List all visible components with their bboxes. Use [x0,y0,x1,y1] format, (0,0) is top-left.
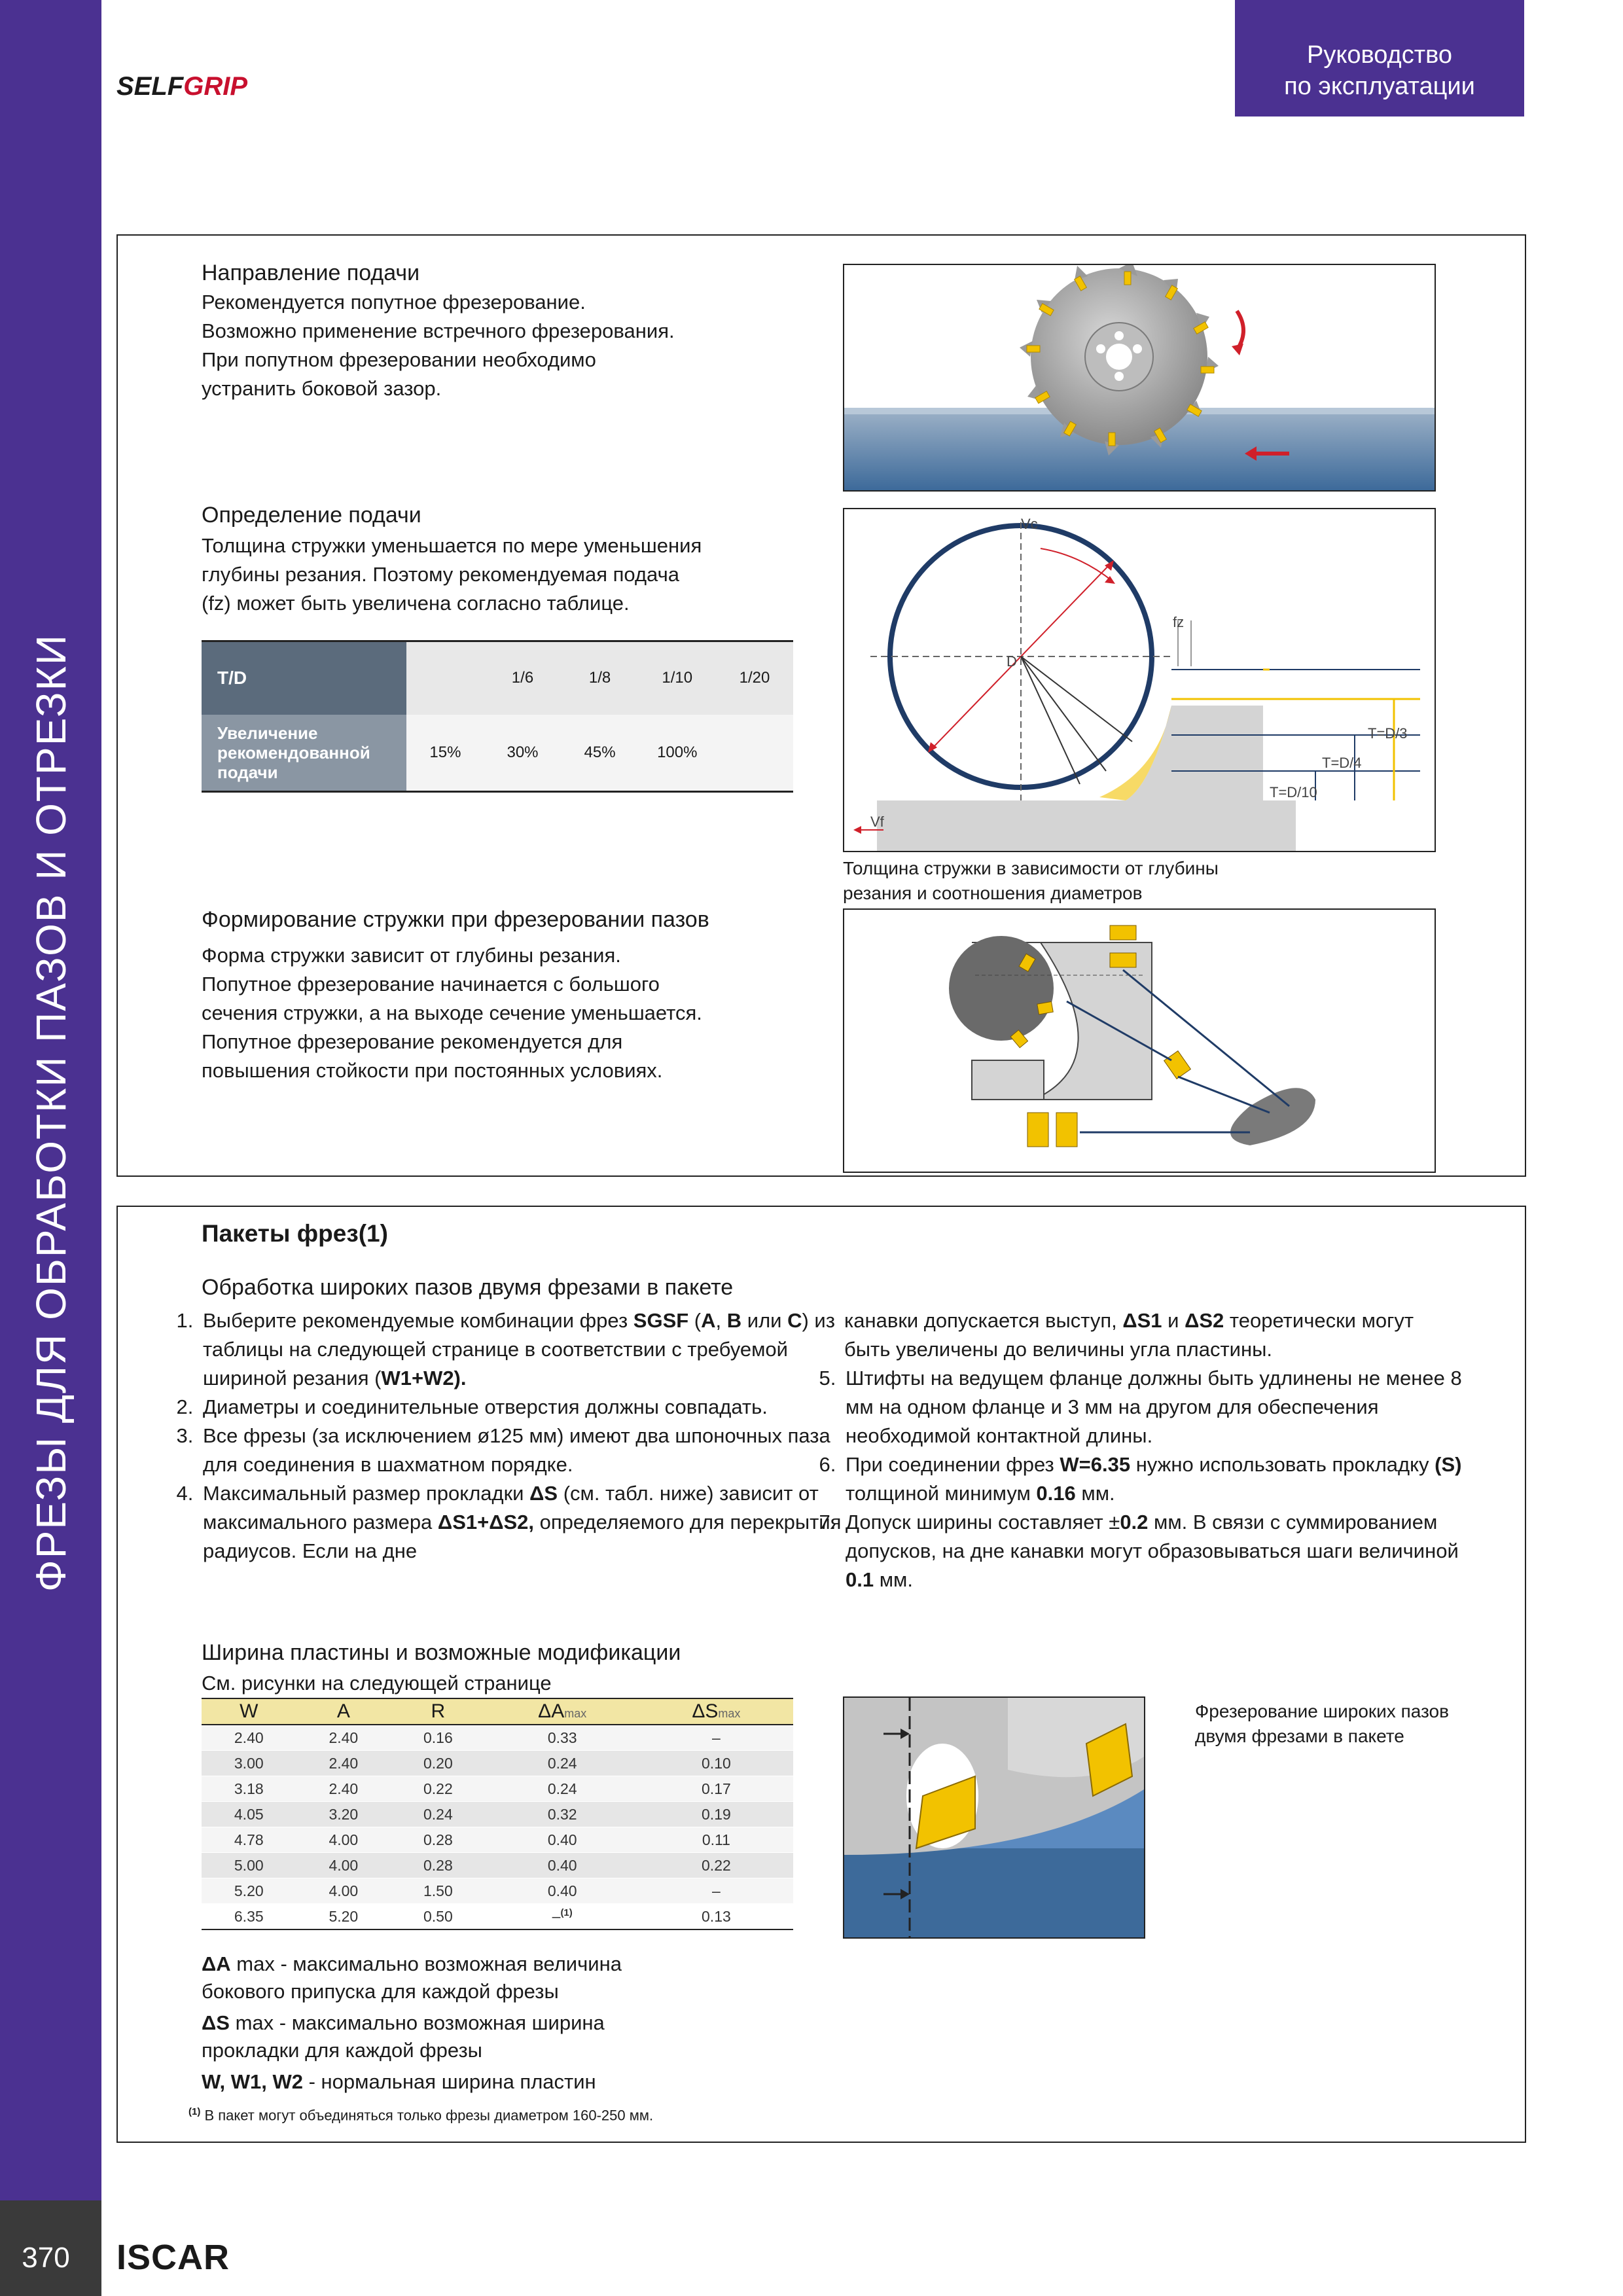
list-item [199,1393,848,1422]
table-cell: 5.20 [202,1878,296,1904]
chip-formation-illustration [844,910,1435,1172]
page-number: 370 [22,2242,70,2274]
table-cell: 0.28 [391,1827,486,1853]
packs-list-right [810,1364,1491,1594]
table-cell: – [639,1725,793,1751]
table-cell: 0.19 [639,1802,793,1827]
table-cell: 2.40 [202,1725,296,1751]
text-line: глубины резания. Поэтому рекомендуемая подача [202,563,679,586]
footnote-mark: (1) [188,2106,201,2117]
col-header [486,1698,639,1725]
table-row [202,1827,793,1853]
text-run-bold: ΔS1+ΔS2, [437,1511,535,1534]
text-run-bold: 0.2 [1120,1511,1149,1534]
note-symbol: ΔA [202,1952,231,1975]
label-t10: T=D/10 [1270,784,1317,800]
table-cell: 0.17 [639,1776,793,1802]
table-cell: 5.00 [202,1853,296,1878]
text-run-bold: ΔS2 [1185,1309,1224,1332]
text-run: мм. В связи с суммированием допусков, на дне канавки могут образовываться шаги величиной [846,1511,1459,1562]
label-t4: T=D/4 [1322,755,1362,771]
table-cell: 0.22 [639,1853,793,1878]
note-w [202,2068,804,2096]
table-cell: 15% [406,715,484,792]
label-line: Увеличение [217,723,318,743]
list-item [842,1508,1491,1594]
text-run: толщиной минимум [846,1482,1037,1505]
text-line: сечения стружки, а на выходе сечение уменьшается. [202,1001,702,1024]
caption-line: двумя фрезами в пакете [1195,1726,1404,1746]
table-cell: 0.11 [639,1827,793,1853]
text-run: , [715,1309,727,1332]
text-run-bold: C [787,1309,802,1332]
table-cell: 2.40 [296,1725,391,1751]
table-row [202,1776,793,1802]
header-suffix: max [718,1707,741,1720]
table-cell [406,641,484,715]
text-run: определяемого для перекрытия радиусов. Если на дне [203,1511,842,1562]
text-run: мм. [874,1568,913,1591]
text-run: (см. табл. ниже) зависит от максимального размера [203,1482,819,1534]
brand-logo-iscar: ISCAR [116,2238,230,2277]
caption-line: резания и соотношения диаметров [843,883,1143,903]
figure-chip-thickness [843,508,1436,852]
table-cell: 1/6 [484,641,561,715]
text-run-bold: B [726,1309,742,1332]
text-run-bold: SGSF [633,1309,689,1332]
table-cell: 3.20 [296,1802,391,1827]
feed-definition-title: Определение подачи [202,503,421,528]
label-t3: T=D/3 [1368,725,1408,742]
table-cell: 0.16 [391,1725,486,1751]
list-item [842,1450,1491,1508]
table-cell: 0.32 [486,1802,639,1827]
table-cell: 45% [562,715,639,792]
text-run: или [741,1309,788,1332]
text-line: устранить боковой зазор. [202,377,442,400]
text-run: Максимальный размер прокладки [203,1482,530,1505]
note-symbol: W, W1, W2 [202,2070,303,2093]
text-line: При попутном фрезеровании необходимо [202,348,596,371]
table-cell: 4.05 [202,1802,296,1827]
list-item [199,1422,848,1479]
text-line: повышения стойкости при постоянных условиях. [202,1059,663,1082]
table-cell: 3.00 [202,1751,296,1776]
table-cell: 1/8 [562,641,639,715]
table-cell [486,1904,639,1930]
table-cell: 0.10 [639,1751,793,1776]
table-cell: 5.20 [296,1904,391,1930]
text-run: Диаметры и соединительные отверстия должны совпадать. [203,1395,768,1418]
header-suffix: max [564,1707,587,1720]
table-cell: 1/10 [639,641,716,715]
table-cell: 1.50 [391,1878,486,1904]
text-run-bold: 0.16 [1036,1482,1076,1505]
text-run: Допуск ширины составляет ± [846,1511,1120,1534]
packs-subtitle: Обработка широких пазов двумя фрезами в пакете [202,1275,734,1300]
text-run-bold: (S) [1435,1453,1462,1476]
label-line: рекомендованной [217,742,370,762]
section-title-vertical: ФРЕЗЫ ДЛЯ ОБРАБОТКИ ПАЗОВ И ОТРЕЗКИ [27,634,75,1592]
table-cell: 0.50 [391,1904,486,1930]
note-text: max - максимально возможная величина [230,1952,622,1975]
table-cell: 4.00 [296,1878,391,1904]
note-text: max - максимально возможная ширина [229,2011,605,2034]
chip-thickness-caption [843,856,1219,906]
list-item: 5. Штифты на ведущем фланце должны быть удлинены не менее 8 мм на одном фланце и 3 мм на другом для обеспечения необходимой контактной длины. [842,1364,1491,1450]
footnote-ref: (1) [560,1907,573,1919]
insert-width-table [202,1698,793,1930]
label-d: D [1007,653,1017,670]
chip-forming-text [202,941,702,1085]
table-row [202,1878,793,1904]
text-run-bold: ΔS [529,1482,558,1505]
table-header-cell [202,715,406,792]
text-run: нужно использовать прокладку [1130,1453,1435,1476]
text-line: Попутное фрезерование начинается с большого [202,973,660,996]
text-run: При соединении фрез [846,1453,1060,1476]
cutter-illustration [844,265,1435,490]
label-vc: Vc [1021,516,1038,532]
table-cell: 4.00 [296,1827,391,1853]
logo-part-a: SELF [116,72,184,101]
text-line: (fz) может быть увеличена согласно таблице. [202,592,630,615]
text-run: теоретически могут быть увеличены до величины угла пластины. [844,1309,1414,1361]
text-run-bold: W=6.35 [1060,1453,1131,1476]
list-item [199,1479,848,1566]
table-row [202,1725,793,1751]
table-cell: – [639,1878,793,1904]
table-cell: 2.40 [296,1751,391,1776]
table-header-cell: T/D [202,641,406,715]
text-run: Выберите рекомендуемые комбинации фрез [203,1309,633,1332]
caption-line: Толщина стружки в зависимости от глубины [843,858,1219,878]
feed-direction-title: Направление подачи [202,260,420,285]
table-cell: 0.24 [486,1751,639,1776]
label-vf: Vf [870,814,884,830]
table-cell: 30% [484,715,561,792]
table-cell: 4.78 [202,1827,296,1853]
text-run: канавки допускается выступ, [844,1309,1123,1332]
list-item [199,1306,848,1393]
notes-block [202,1950,804,2096]
table-cell: 0.40 [486,1878,639,1904]
col-header: W [202,1698,296,1725]
caption-line: Фрезерование широких пазов [1195,1701,1449,1721]
note-text: - нормальная ширина пластин [303,2070,596,2093]
logo-part-b: GRIP [183,72,248,101]
table-row [202,1751,793,1776]
text-run: ) из таблицы на следующей странице в соответствии с требуемой шириной резания ( [203,1309,835,1390]
selfgrip-logo [116,72,247,101]
header-symbol: ΔS [692,1700,719,1722]
header-tab [1235,0,1524,117]
figure-feed-direction [843,264,1436,492]
cutter [949,936,1054,1041]
packs-list-left [168,1306,848,1566]
table-cell: 2.40 [296,1776,391,1802]
text-line: Возможно применение встречного фрезерования. [202,319,675,342]
table-cell: 0.33 [486,1725,639,1751]
wide-slot-caption [1195,1699,1449,1749]
text-run-bold: A [701,1309,716,1332]
table-cell: 0.13 [639,1904,793,1930]
table-row-td [202,641,793,715]
table-row [202,1853,793,1878]
workpiece [877,800,1296,851]
footnote-text: В пакет могут объединяться только фрезы диаметром 160-250 мм. [204,2107,654,2124]
table-cell: 0.24 [391,1802,486,1827]
figure-chip-formation [843,908,1436,1173]
text-run: мм. [1075,1482,1115,1505]
cell-value: – [552,1907,561,1925]
packs-title: Пакеты фрез(1) [202,1220,388,1247]
table-cell: 0.24 [486,1776,639,1802]
widths-title: Ширина пластины и возможные модификации [202,1640,681,1665]
header-tab-line2: по эксплуатации [1284,73,1475,100]
workpiece [844,1848,1144,1937]
table-cell: 6.35 [202,1904,296,1930]
table-cell: 4.00 [296,1853,391,1878]
table-cell: 0.40 [486,1853,639,1878]
text-run-bold: 0.1 [846,1568,874,1591]
footnote [188,2106,653,2124]
table-cell [716,715,793,792]
widths-subtitle: См. рисунки на следующей странице [202,1672,552,1695]
feed-direction-text [202,288,675,403]
header-tab-line1: Руководство [1306,41,1453,69]
table-row [202,1904,793,1930]
note-symbol: ΔS [202,2011,230,2034]
text-run-bold: W1+W2). [381,1367,467,1390]
header-symbol: ΔA [538,1700,565,1722]
table-cell: 1/20 [716,641,793,715]
text-run: и [1162,1309,1185,1332]
label-fz: fz [1173,614,1185,630]
text-run-bold: ΔS1 [1122,1309,1162,1332]
table-row [202,1802,793,1827]
table-cell: 3.18 [202,1776,296,1802]
table-cell: 0.40 [486,1827,639,1853]
feed-definition-text [202,531,702,618]
text-line: Форма стружки зависит от глубины резания. [202,944,621,967]
chip-forming-title: Формирование стружки при фрезеровании пазов [202,907,709,932]
feed-increase-table [202,640,793,793]
note-s [202,2009,804,2037]
text-line: Рекомендуется попутное фрезерование. [202,291,586,314]
wide-slot-illustration [844,1698,1144,1937]
col-header [639,1698,793,1725]
table-header-row [202,1698,793,1725]
note-a [202,1950,804,1978]
note-s-cont: прокладки для каждой фрезы [202,2039,482,2062]
table-cell: 0.20 [391,1751,486,1776]
table-cell: 0.22 [391,1776,486,1802]
note-a-cont: бокового припуска для каждой фрезы [202,1980,559,2003]
text-line: Толщина стружки уменьшается по мере уменьшения [202,534,702,557]
text-run: ( [688,1309,702,1332]
table-cell: 0.28 [391,1853,486,1878]
col-header: R [391,1698,486,1725]
col-header: A [296,1698,391,1725]
figure-wide-slot [843,1696,1145,1939]
label-line: подачи [217,762,278,782]
table-cell: 100% [639,715,716,792]
packs-continuation [844,1306,1459,1364]
text-line: Попутное фрезерование рекомендуется для [202,1030,623,1053]
text-run: Все фрезы (за исключением ø125 мм) имеют два шпоночных паза для соединения в шахматном порядке. [203,1424,830,1476]
chip-thickness-diagram [844,509,1435,851]
table-row-increase [202,715,793,792]
